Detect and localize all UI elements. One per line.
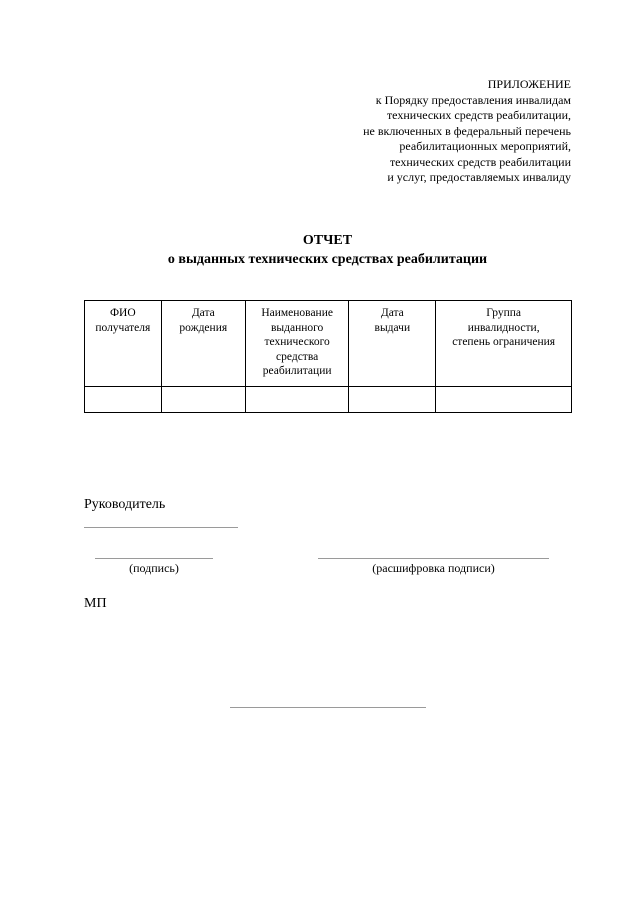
header-line: реабилитации: [262, 365, 332, 377]
decoding-caption: (расшифровка подписи): [372, 561, 495, 575]
report-title-main: ОТЧЕТ: [302, 233, 353, 248]
appendix-line: не включенных в федеральный перечень: [363, 123, 571, 138]
footer-line: [230, 707, 426, 708]
header-birth-date: [161, 301, 245, 387]
header-device-name: [245, 301, 348, 387]
appendix-line: технических средств реабилитации,: [386, 108, 571, 122]
signature-line: [95, 558, 213, 559]
header-issue-date: [349, 301, 436, 387]
header-line: средства: [276, 350, 319, 363]
appendix-line: к Порядку предоставления инвалидам: [375, 92, 571, 107]
header-line: Дата: [380, 307, 404, 319]
stamp-label: МП: [84, 596, 107, 611]
header-recipient-name: [85, 301, 162, 387]
appendix-block: [363, 77, 571, 186]
header-line: выданного: [270, 321, 324, 334]
appendix-line: технических средств реабилитации: [389, 154, 571, 169]
appendix-line: и услуг, предоставляемых инвалиду: [387, 170, 571, 184]
table-cell[interactable]: [161, 387, 245, 413]
head-label: Руководитель: [84, 497, 166, 512]
head-position-line: [84, 527, 238, 528]
header-line: Наименование: [261, 307, 333, 319]
appendix-line: ПРИЛОЖЕНИЕ: [487, 77, 571, 91]
header-line: Дата: [191, 307, 215, 319]
report-title-subtitle: о выданных технических средствах реабилитации: [167, 252, 488, 267]
table-cell[interactable]: [85, 387, 162, 413]
header-line: рождения: [179, 321, 228, 334]
header-line: ФИО: [109, 307, 136, 319]
table-cell[interactable]: [436, 387, 572, 413]
table-cell[interactable]: [245, 387, 348, 413]
signature-caption: (подпись): [129, 561, 179, 575]
decoding-line: [318, 558, 549, 559]
header-line: технического: [264, 336, 330, 348]
header-line: Группа: [486, 307, 521, 319]
report-title: [0, 231, 640, 269]
table-cell[interactable]: [349, 387, 436, 413]
header-line: выдачи: [374, 321, 411, 334]
report-table: [84, 300, 572, 413]
header-line: степень ограничения: [452, 336, 556, 348]
appendix-line: реабилитационных мероприятий,: [399, 139, 571, 153]
header-line: получателя: [95, 321, 151, 334]
header-line: инвалидности,: [467, 321, 540, 334]
table-row: [85, 387, 572, 413]
table-header-row: [85, 301, 572, 387]
header-disability-group: [436, 301, 572, 387]
